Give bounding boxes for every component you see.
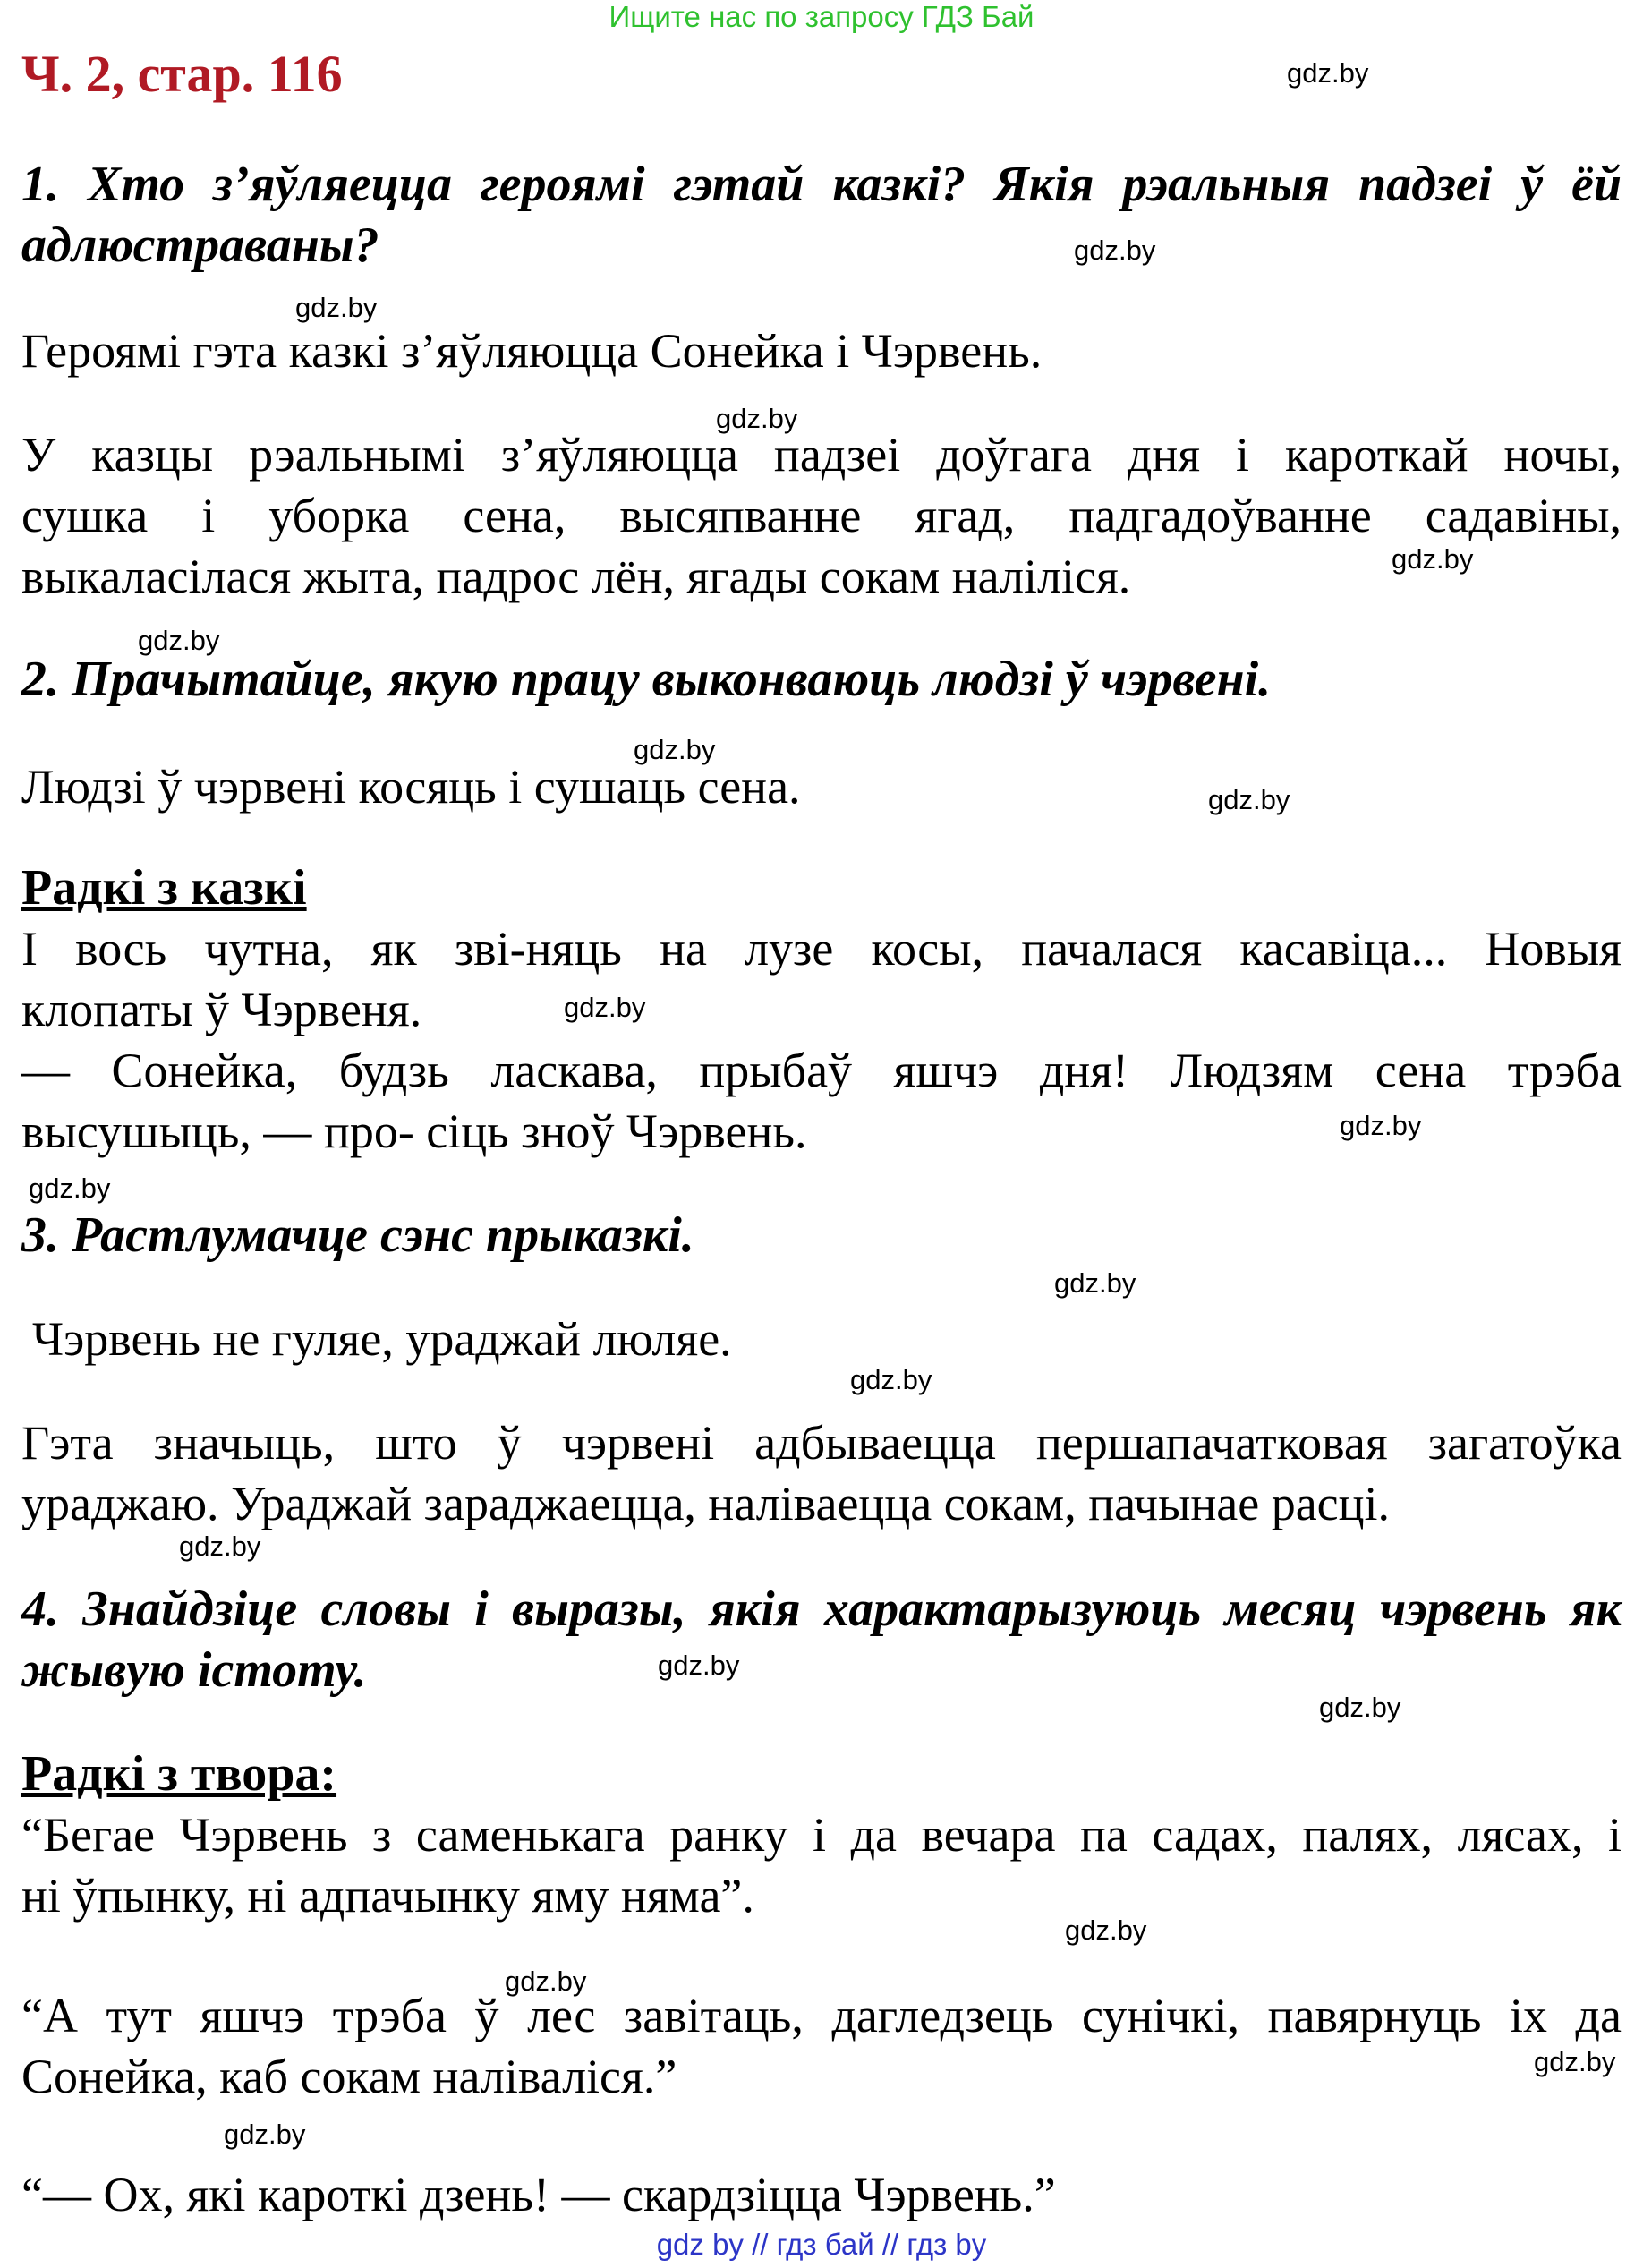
work-quote-1 xyxy=(21,1804,1622,1926)
answer-2-paragraph: Людзі ў чэрвені косяць і сушаць сена. xyxy=(21,760,801,814)
watermark: gdz.by xyxy=(1534,2046,1616,2077)
page-title: Ч. 2, стар. 116 xyxy=(21,45,343,103)
watermark: gdz.by xyxy=(716,403,798,434)
watermark: gdz.by xyxy=(224,2119,306,2150)
watermark: gdz.by xyxy=(1287,57,1369,89)
work-quote-2-line-2: Сонейка, каб сокам наліваліся.” xyxy=(21,2050,677,2103)
watermark: gdz.by xyxy=(505,1965,587,1997)
work-quote-2 xyxy=(21,1985,1622,2107)
question-4-line-1: 4. Знайдзіце словы і выразы, якія характарызуюць месяц чэрвень як xyxy=(21,1582,1622,1637)
watermark: gdz.by xyxy=(179,1530,261,1562)
watermark: gdz.by xyxy=(658,1650,740,1681)
watermark: gdz.by xyxy=(29,1172,111,1204)
answer-1-line-2: сушка і уборка сена, высяпванне ягад, падгадоўванне садавіны, xyxy=(21,489,1622,542)
subheading-work-lines: Радкі з твора: xyxy=(21,1746,337,1802)
watermark: gdz.by xyxy=(138,625,220,656)
question-4 xyxy=(21,1579,1622,1701)
answer-3-line-2: ураджаю. Ураджай зараджаецца, наліваецца сокам, пачынае расці. xyxy=(21,1477,1391,1530)
answer-3-line-1: Гэта значыць, што ў чэрвені адбываецца першапачатковая загатоўка xyxy=(21,1416,1622,1470)
watermark: gdz.by xyxy=(1392,543,1474,575)
watermark: gdz.by xyxy=(1208,784,1290,815)
footer: gdz by // гдз бай // гдз by xyxy=(656,2228,987,2261)
question-4-line-2: жывую істоту. xyxy=(21,1642,367,1698)
fairy-tale-quote-line-2: клопаты ў Чэрвеня. xyxy=(21,983,422,1036)
answer-1-line-1: У казцы рэальнымі з’яўляюцца падзеі доўгага дня і кароткай ночы, xyxy=(21,428,1622,482)
answer-1-paragraph-1: Героямі гэта казкі з’яўляюцца Сонейка і Чэрвень. xyxy=(21,324,1043,378)
watermark: gdz.by xyxy=(1065,1914,1147,1946)
fairy-tale-quote-line-3: — Сонейка, будзь ласкава, прыбаў яшчэ дня! Людзям сена трэба xyxy=(21,1044,1622,1097)
question-1 xyxy=(21,154,1622,276)
question-2: 2. Прачытайце, якую працу выконваюць людзі ў чэрвені. xyxy=(21,652,1272,707)
watermark: gdz.by xyxy=(1340,1110,1422,1141)
work-quote-3: “— Ох, які кароткі дзень! — скардзіцца Чэрвень.” xyxy=(21,2168,1056,2221)
work-quote-1-line-1: “Бегае Чэрвень з саменькага ранку і да вечара па садах, палях, лясах, і xyxy=(21,1808,1622,1862)
top-banner: Ищите нас по запросу ГДЗ Бай xyxy=(609,0,1034,33)
watermark: gdz.by xyxy=(564,992,646,1023)
question-1-line-2: адлюстраваны? xyxy=(21,217,379,273)
watermark: gdz.by xyxy=(1319,1692,1401,1723)
fairy-tale-quote-line-4: высушыць, — про- сіць зноў Чэрвень. xyxy=(21,1104,807,1158)
watermark: gdz.by xyxy=(850,1364,932,1395)
watermark: gdz.by xyxy=(1074,234,1156,266)
subheading-fairy-tale-lines: Радкі з казкі xyxy=(21,860,307,916)
watermark: gdz.by xyxy=(1054,1267,1136,1299)
answer-1-line-3: выкаласілася жыта, падрос лён, ягады сокам наліліся. xyxy=(21,550,1131,603)
proverb: Чэрвень не гуляе, ураджай люляе. xyxy=(32,1312,732,1366)
question-1-line-1: 1. Хто з’яўляецца героямі гэтай казкі? Якія рэальныя падзеі ў ёй xyxy=(21,157,1622,212)
fairy-tale-quote-line-1: І вось чутна, як зві-няць на лузе косы, пачалася касавіца... Новыя xyxy=(21,922,1622,976)
answer-1-paragraph-2 xyxy=(21,424,1622,607)
fairy-tale-quote xyxy=(21,918,1622,1162)
watermark: gdz.by xyxy=(634,734,716,765)
work-quote-1-line-2: ні ўпынку, ні адпачынку яму няма”. xyxy=(21,1869,754,1923)
question-3: 3. Растлумачце сэнс прыказкі. xyxy=(21,1207,694,1263)
watermark: gdz.by xyxy=(295,292,378,323)
answer-3-paragraph xyxy=(21,1412,1622,1534)
work-quote-2-line-1: “А тут яшчэ трэба ў лес завітаць, дагледзець сунічкі, павярнуць іх да xyxy=(21,1989,1622,2042)
